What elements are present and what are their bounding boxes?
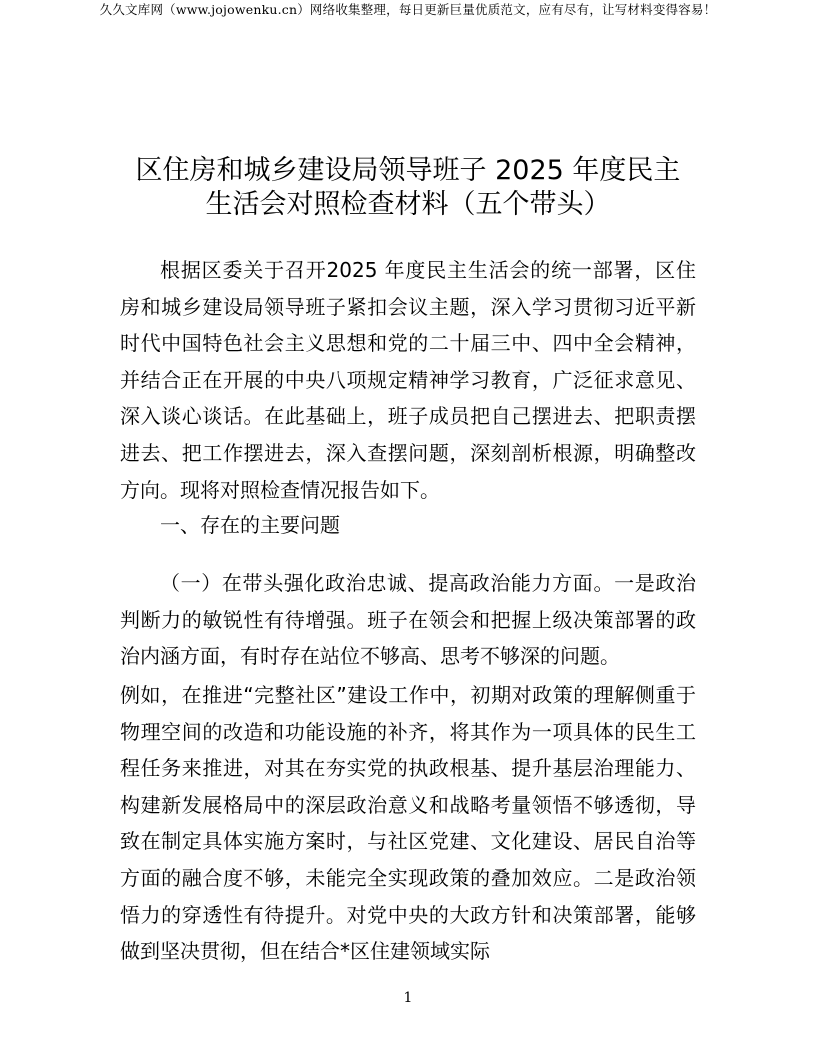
page-number: 1 (403, 990, 413, 1006)
document-title-line-2: 生活会对照检查材料（五个带头） (205, 189, 611, 220)
subsection-paragraph: （一）在带头强化政治忠诚、提高政治能力方面。一是政治判断力的敏锐性有待增强。班子在领会和把握上级决策部署的政治内涵方面，有时存在站位不够高、思考不够深的问题。 (120, 571, 696, 669)
section-heading: 一、存在的主要问题 (160, 513, 340, 537)
example-paragraph: 例如，在推进“完整社区”建设工作中，初期对政策的理解侧重于物理空间的改造和功能设施的补齐，将其作为一项具体的民生工程任务来推进，对其在夯实党的执政根基、提升基层治理能力、构建新发展格局中的深层政治意义和战略考量领悟不够透彻，导致在制定具体实施方案时，与社区党建、文化建设、居民自治等方面的融合度不够，未能完全实现政策的叠加效应。二是政治领悟力的穿透性有待提升。对党中央的大政方针和决策部署，能够做到坚决贯彻，但在结合*区住建领域实际 (120, 683, 696, 964)
watermark-header-note: 久久文库网（www.jojowenku.cn）网络收集整理，每日更新巨量优质范文，应有尽有，让写材料变得容易！ (99, 2, 717, 17)
intro-paragraph: 根据区委关于召开2025 年度民主生活会的统一部署，区住房和城乡建设局领导班子紧扣会议主题，深入学习贯彻习近平新时代中国特色社会主义思想和党的二十届三中、四中全会精神，并结合正在开展的中央八项规定精神学习教育，广泛征求意见、深入谈心谈话。在此基础上，班子成员把自己摆进去、把职责摆进去、把工作摆进去，深入查摆问题，深刻剖析根源，明确整改方向。现将对照检查情况报告如下。 (120, 258, 696, 502)
document-title-line-1: 区住房和城乡建设局领导班子 2025 年度民主 (135, 155, 681, 186)
